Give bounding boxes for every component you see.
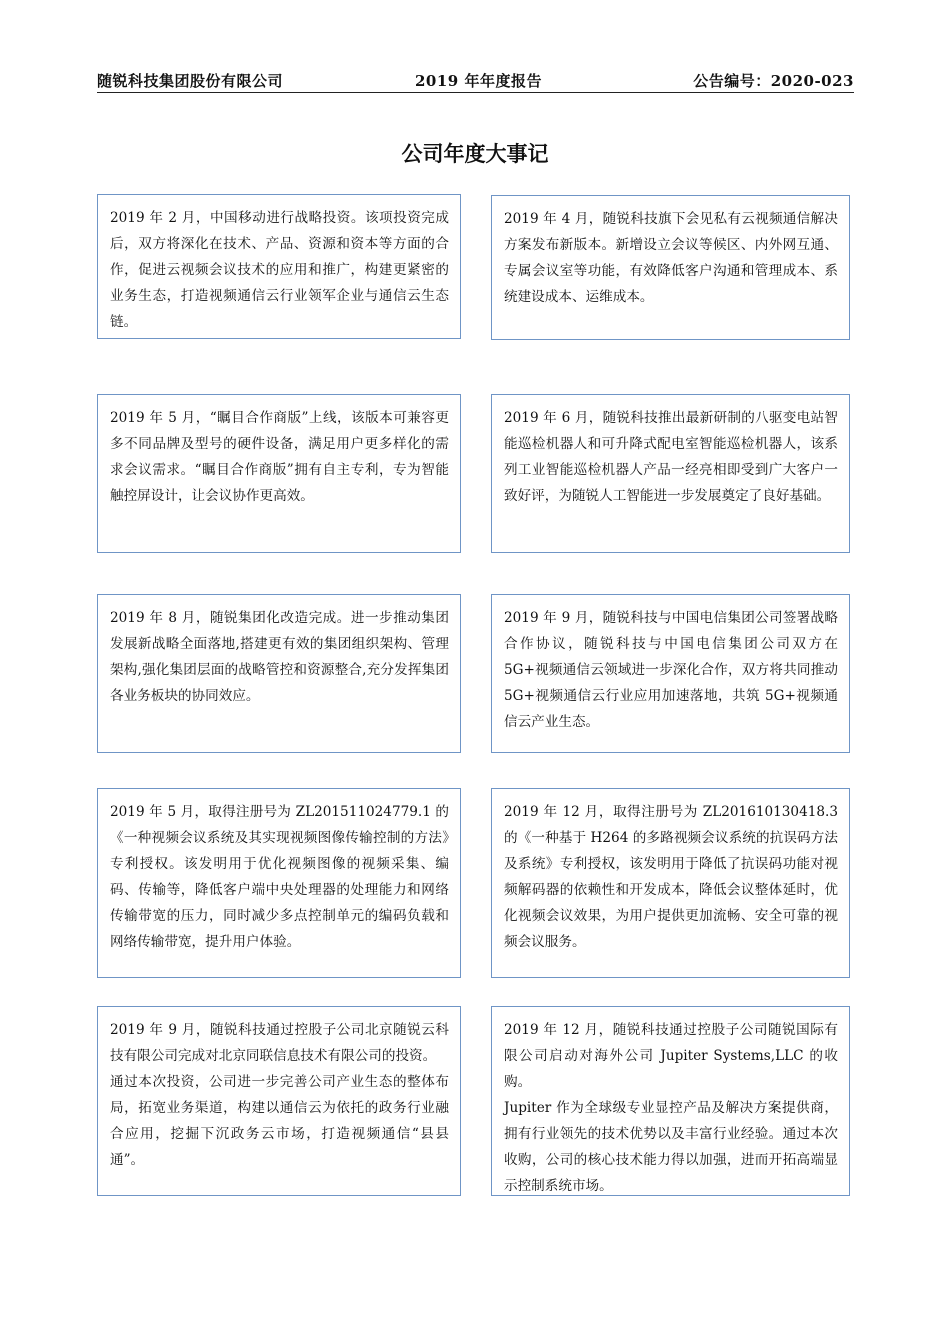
event-text: Jupiter 作为全球级专业显控产品及解决方案提供商，拥有行业领先的技术优势以及丰富行业经验。通过本次收购，公司的核心技术能力得以加强，进而开拓高端显示控制系统市场。	[504, 1100, 838, 1194]
event-text: 2019 年 5 月，“瞩目合作商版”上线，该版本可兼容更多不同品牌及型号的硬件设备，满足用户更多样化的需求会议需求。“瞩目合作商版”拥有自主专利，专为智能触控屏设计，让会议协作更高效。	[110, 410, 449, 504]
event-text: 2019 年 5 月，取得注册号为 ZL201511024779.1 的《一种视频会议系统及其实现视频图像传输控制的方法》专利授权。该发明用于优化视频图像的视频采集、编码、传输等，降低客户端中央处理器的处理能力和网络传输带宽的压力，同时减少多点控制单元的编码负载和网络传输带宽，提升用户体验。	[110, 804, 449, 950]
page-title: 公司年度大事记	[401, 142, 549, 166]
event-text: 通过本次投资，公司进一步完善公司产业生态的整体布局，拓宽业务渠道，构建以通信云为依托的政务行业融合应用，挖掘下沉政务云市场，打造视频通信“县县通”。	[110, 1074, 449, 1168]
header-company: 随锐科技集团股份有限公司	[97, 72, 284, 90]
event-text: 2019 年 8 月，随锐集团化改造完成。进一步推动集团发展新战略全面落地,搭建更有效的集团组织架构、管理架构,强化集团层面的战略管控和资源整合,充分发挥集团各业务板块的协同效应。	[110, 610, 449, 704]
header-report-title: 2019 年年度报告	[415, 72, 542, 90]
event-text: 2019 年 12 月，取得注册号为 ZL201610130418.3 的《一种基于 H264 的多路视频会议系统的抗误码方法及系统》专利授权，该发明用于降低了抗误码功能对视频解码器的依赖性和开发成本，降低会议整体延时，优化视频会议效果，为用户提供更加流畅、安全可靠的视频会议服务。	[504, 804, 838, 950]
event-text: 2019 年 9 月，随锐科技通过控股子公司北京随锐云科技有限公司完成对北京同联信息技术有限公司的投资。	[110, 1022, 449, 1064]
header-notice-number: 公告编号：2020-023	[693, 72, 854, 90]
event-box-2019-02	[97, 194, 461, 339]
event-text: 2019 年 2 月，中国移动进行战略投资。该项投资完成后，双方将深化在技术、产品、资源和资本等方面的合作，促进云视频会议技术的应用和推广，构建更紧密的业务生态，打造视频通信云行业领军企业与通信云生态链。	[110, 210, 449, 330]
event-box-2019-09-telecom	[491, 594, 850, 753]
event-box-2019-08	[97, 594, 461, 753]
event-box-2019-06	[491, 394, 850, 553]
event-text: 2019 年 9 月，随锐科技与中国电信集团公司签署战略合作协议，随锐科技与中国电信集团公司双方在 5G+视频通信云领域进一步深化合作，双方将共同推动 5G+视频通信云行业应用加速落地，共筑 5G+视频通信云产业生态。	[504, 610, 838, 730]
event-box-2019-12-acquisition	[491, 1006, 850, 1196]
event-box-2019-04	[491, 195, 850, 340]
page-header	[97, 68, 854, 93]
event-box-2019-09-investment	[97, 1006, 461, 1196]
event-box-2019-05-app	[97, 394, 461, 553]
event-text: 2019 年 12 月，随锐科技通过控股子公司随锐国际有限公司启动对海外公司 Jupiter Systems,LLC 的收购。	[504, 1022, 838, 1090]
event-text: 2019 年 6 月，随锐科技推出最新研制的八驱变电站智能巡检机器人和可升降式配电室智能巡检机器人，该系列工业智能巡检机器人产品一经亮相即受到广大客户一致好评，为随锐人工智能进一步发展奠定了良好基础。	[504, 410, 838, 504]
event-box-2019-12-patent	[491, 788, 850, 978]
event-box-2019-05-patent	[97, 788, 461, 978]
event-text: 2019 年 4 月，随锐科技旗下会见私有云视频通信解决方案发布新版本。新增设立会议等候区、内外网互通、专属会议室等功能，有效降低客户沟通和管理成本、系统建设成本、运维成本。	[504, 211, 838, 305]
